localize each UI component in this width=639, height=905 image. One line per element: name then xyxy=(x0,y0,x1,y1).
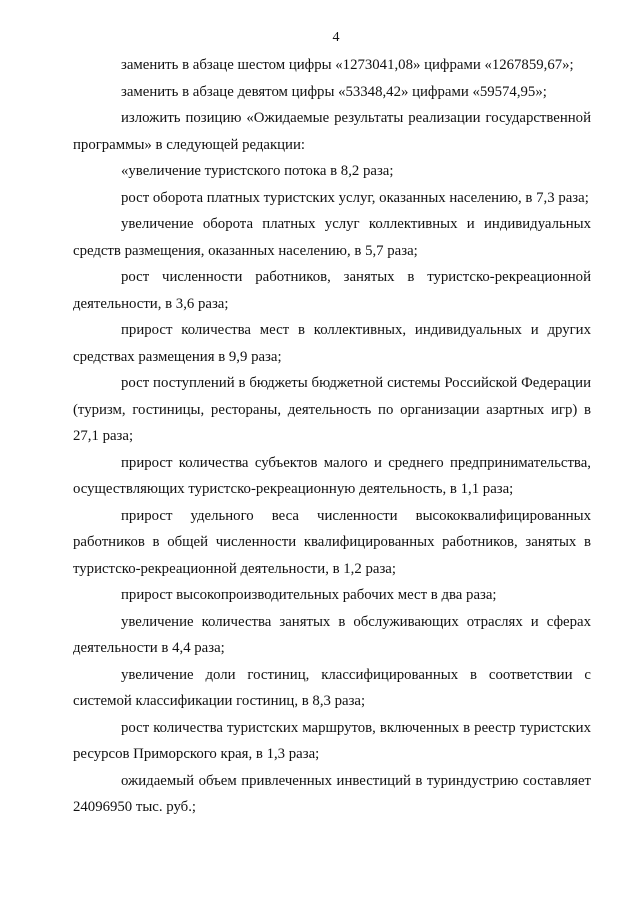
paragraph-small-business: прирост количества субъектов малого и среднего предпринимательства, осуществляющих туристско-рекреационную деятельность, в 1,1 раза; xyxy=(73,454,591,497)
paragraph-classified-hotels: увеличение доли гостиниц, классифицированных в соответствии с системой классификации гостиниц, в 8,3 раза; xyxy=(73,666,591,709)
paragraph-workers-number: рост численности работников, занятых в туристско-рекреационной деятельности, в 3,6 раза; xyxy=(73,269,591,312)
paragraph-investments: ожидаемый объем привлеченных инвестиций в туриндустрию составляет 24096950 тыс. руб.; xyxy=(73,772,591,815)
paragraph-qualified-workers: прирост удельного веса численности высококвалифицированных работников в общей численности квалифицированных работников, занятых в туристско-рекреационной деятельности, в 1,2 раза; xyxy=(73,507,591,577)
paragraph-tourist-routes: рост количества туристских маршрутов, включенных в реестр туристских ресурсов Приморского края, в 1,3 раза; xyxy=(73,719,591,762)
paragraph-budget-revenue: рост поступлений в бюджеты бюджетной системы Российской Федерации (туризм, гостиницы, рестораны, деятельность по организации азартных игр) в 27,1 раза; xyxy=(73,375,591,444)
paragraph-accommodation-turnover: увеличение оборота платных услуг коллективных и индивидуальных средств размещения, оказанных населению, в 5,7 раза; xyxy=(73,216,591,259)
paragraph-replace-ninth: заменить в абзаце девятом цифры «53348,42» цифрами «59574,95»; xyxy=(121,83,547,100)
paragraph-state-position: изложить позицию «Ожидаемые результаты реализации государственной программы» в следующей редакции: xyxy=(73,110,591,153)
paragraph-tourist-flow: «увеличение туристского потока в 8,2 раза; xyxy=(121,163,394,179)
paragraph-service-employment: увеличение количества занятых в обслуживающих отраслях и сферах деятельности в 4,4 раза; xyxy=(73,613,591,656)
paragraph-tourist-services-turnover: рост оборота платных туристских услуг, оказанных населению, в 7,3 раза; xyxy=(121,189,589,206)
paragraph-accommodation-places: прирост количества мест в коллективных, индивидуальных и других средствах размещения в 9,9 раза; xyxy=(73,322,591,365)
paragraph-replace-sixth: заменить в абзаце шестом цифры «1273041,08» цифрами «1267859,67»; xyxy=(121,57,574,73)
page-number: 4 xyxy=(332,30,340,45)
paragraph-productive-jobs: прирост высокопроизводительных рабочих мест в два раза; xyxy=(121,587,497,603)
